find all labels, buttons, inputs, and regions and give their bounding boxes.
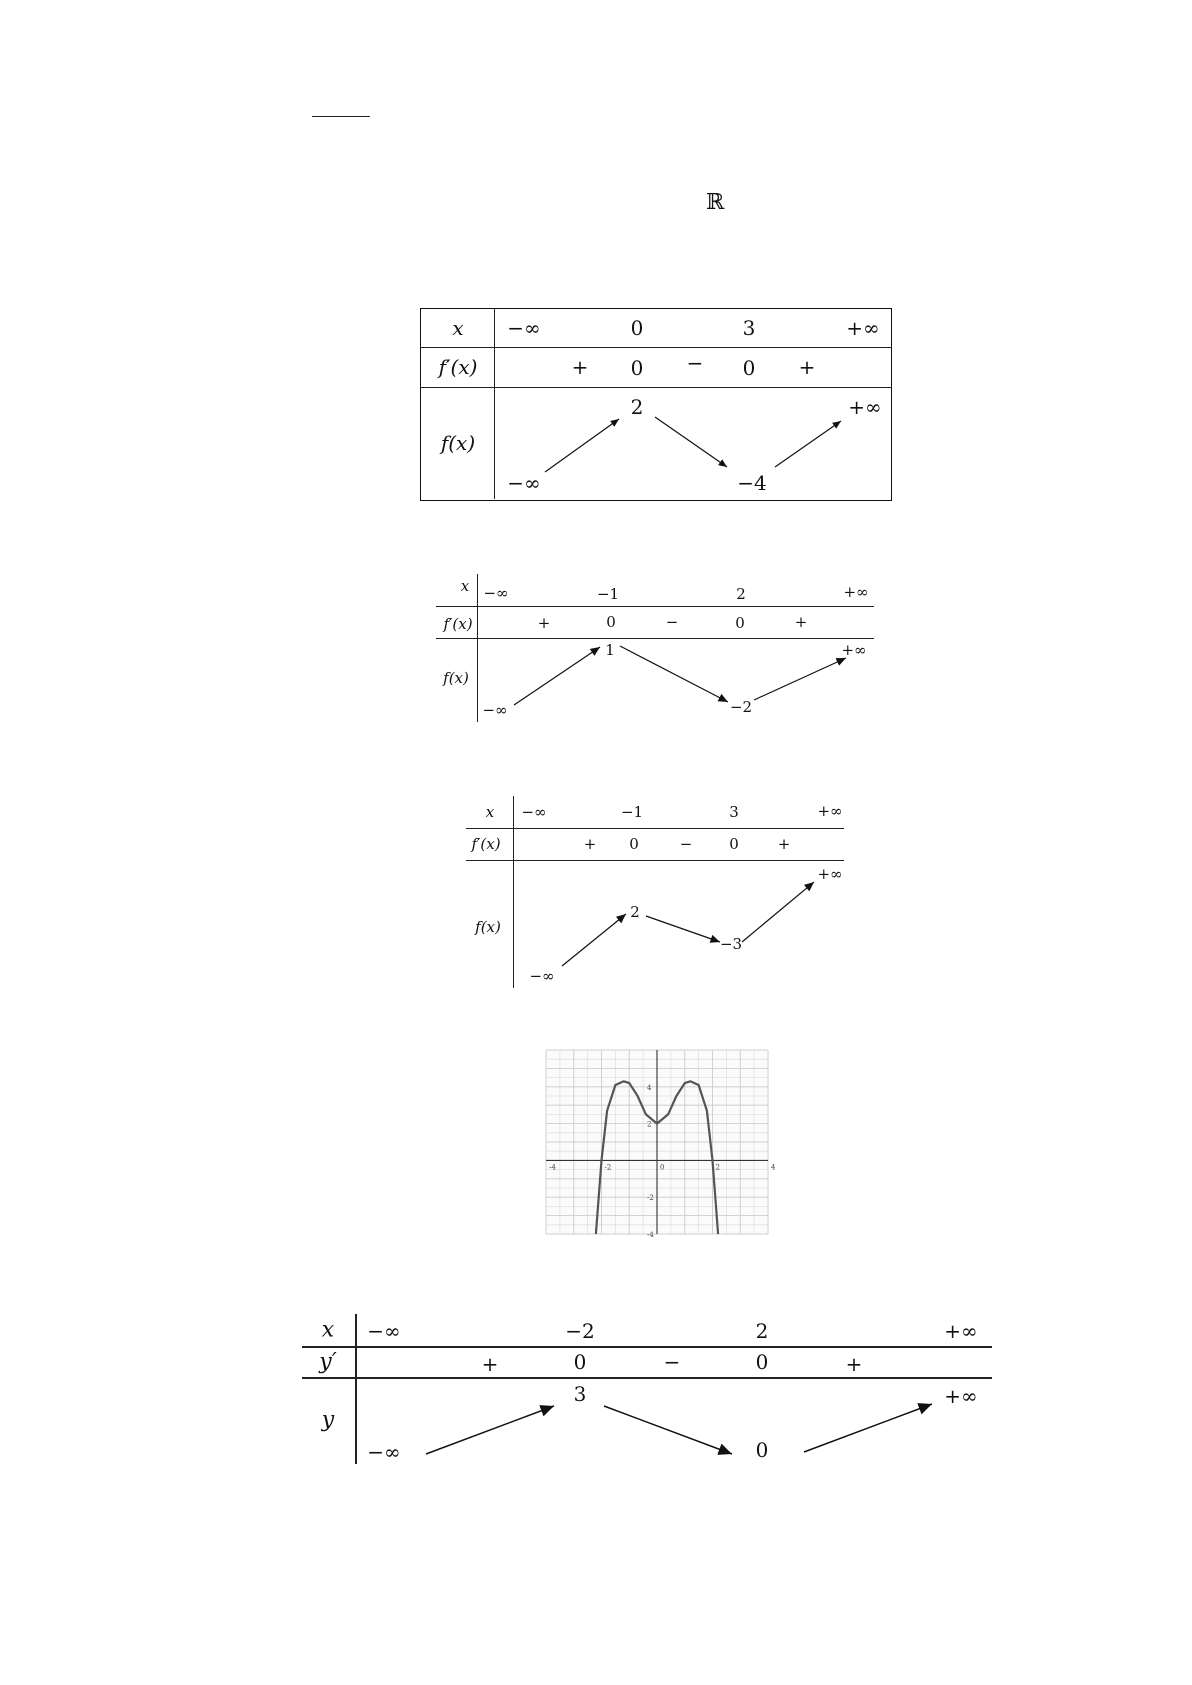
table1-row-fp-label: f′(x) [438,355,478,379]
table3-sign-2: − [679,835,693,853]
table1-x-0: −∞ [507,316,541,340]
table1-f-max: 2 [630,395,644,419]
header-underline [312,116,370,117]
table2-sign-3: 0 [735,614,745,632]
table4-f-start: −∞ [367,1440,401,1464]
table4-f-max: 3 [573,1382,587,1406]
table3-f-end: +∞ [817,865,843,883]
x-tick-label: 2 [715,1163,720,1172]
table4-sign-2: − [663,1350,681,1374]
table3-sign-1: 0 [629,835,639,853]
function-graph [546,1050,776,1239]
table2-sign-2: − [665,613,679,631]
real-numbers-symbol: ℝ [706,190,725,215]
x-tick-label: 0 [660,1163,665,1172]
table1-sign-1: 0 [630,356,644,380]
table4-sign-3: 0 [755,1350,769,1374]
table3-sign-3: 0 [729,835,739,853]
table3-row-x-label: x [485,803,495,821]
table1-sign-4: + [798,355,816,379]
table4-row-f-label: y [321,1407,335,1433]
table1-sign-3: 0 [742,356,756,380]
table3-x-1: −1 [620,803,644,821]
table1-f-start: −∞ [507,471,541,495]
table1-sign-2: − [686,351,704,375]
table4-x-2: 2 [755,1319,769,1343]
table2-f-max: 1 [605,641,615,659]
table3-f-start: −∞ [529,967,555,985]
table2-x-0: −∞ [483,584,509,602]
table4-sign-0: + [481,1352,499,1376]
table1-arrows [421,309,891,499]
table1-sign-0: + [571,355,589,379]
table1-f-end: +∞ [848,395,882,419]
table4-f-min: 0 [755,1438,769,1462]
table2-row-f-label: f(x) [443,669,469,687]
table4-row-x-label: x [321,1317,335,1343]
table1-row-f-label: f(x) [440,431,476,455]
variation-table-3 [466,796,846,990]
table3-f-min: −3 [719,935,743,953]
table1-x-3: +∞ [846,316,880,340]
table2-x-3: +∞ [843,583,869,601]
y-tick-label: 2 [647,1120,652,1129]
table2-f-start: −∞ [482,701,508,719]
table4-row-fp-label: y′ [319,1349,337,1375]
table4-arrows [302,1314,994,1466]
table4-x-0: −∞ [367,1319,401,1343]
table1-f-min: −4 [737,471,767,495]
variation-table-1 [420,308,892,501]
table3-row-f-label: f(x) [475,918,501,936]
y-tick-label: -2 [647,1194,654,1203]
variation-table-4 [302,1314,994,1466]
table2-f-min: −2 [729,698,753,716]
table3-x-0: −∞ [521,803,547,821]
y-tick-label: 4 [647,1083,652,1092]
table3-sign-4: + [777,835,791,853]
table4-x-3: +∞ [944,1319,978,1343]
table4-sign-1: 0 [573,1350,587,1374]
table2-f-end: +∞ [841,641,867,659]
y-tick-label: -4 [647,1231,654,1239]
table4-sign-4: + [845,1352,863,1376]
table3-sign-0: + [583,835,597,853]
table1-x-2: 3 [742,316,756,340]
table1-row-x-label: x [452,316,464,340]
table3-x-2: 3 [729,803,739,821]
table1-x-1: 0 [630,316,644,340]
x-tick-label: -2 [604,1163,612,1172]
table2-sign-4: + [794,613,808,631]
table2-x-2: 2 [736,585,746,603]
table2-row-fp-label: f′(x) [443,615,473,633]
table2-x-1: −1 [596,585,620,603]
table2-sign-1: 0 [606,613,616,631]
table3-x-3: +∞ [817,802,843,820]
x-tick-label: 4 [771,1163,776,1172]
table2-sign-0: + [537,614,551,632]
table2-row-x-label: x [460,577,470,595]
table4-x-1: −2 [565,1319,595,1343]
table3-row-fp-label: f′(x) [471,835,501,853]
table4-f-end: +∞ [944,1384,978,1408]
x-tick-label: -4 [549,1163,556,1172]
variation-table-2 [436,574,876,724]
table3-f-max: 2 [630,903,640,921]
table3-arrows [466,796,846,990]
